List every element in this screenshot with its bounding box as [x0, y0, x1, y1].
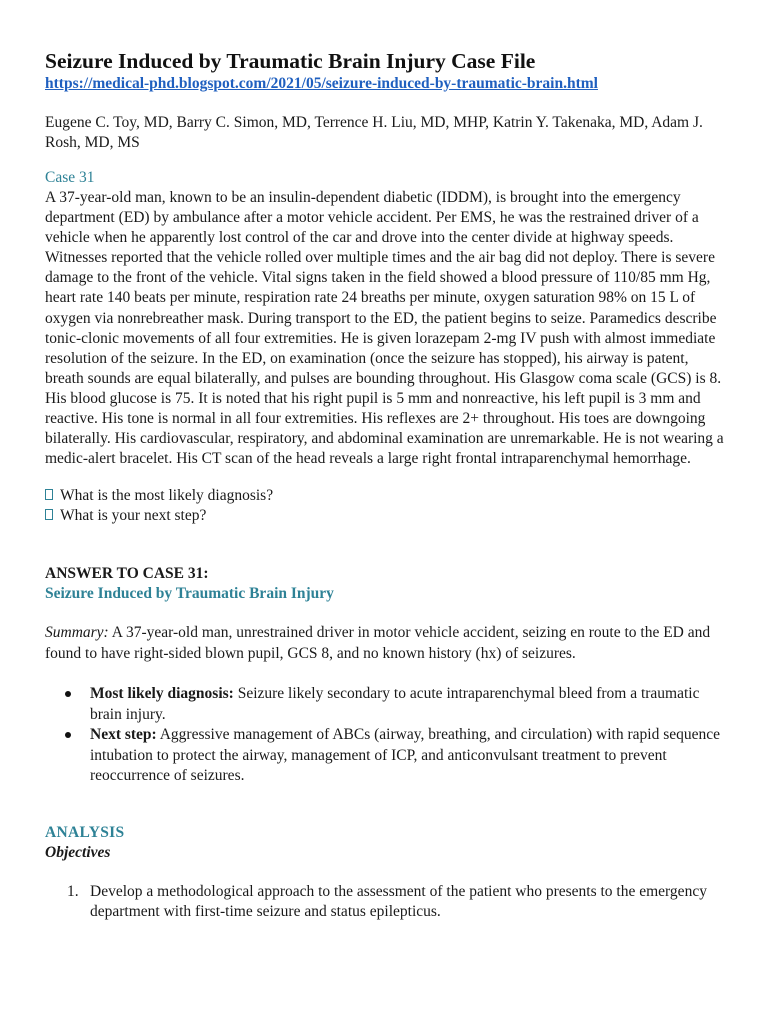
- objectives-heading: Objectives: [45, 843, 111, 861]
- bullet-text: Aggressive management of ABCs (airway, breathing, and circulation) with rapid sequence intubation to protect the airway, management of ICP, and anticonvulsant treatment to prevent reoccurrence of seizures.: [90, 726, 721, 785]
- summary-text: A 37-year-old man, unrestrained driver in motor vehicle accident, seizing en route to the ED and found to have right-sided blown pupil, GCS 8, and no known history (hx) of seizures.: [45, 624, 711, 662]
- analysis-heading: ANALYSIS: [45, 823, 125, 841]
- checkbox-glyph-icon: [45, 509, 53, 520]
- case-label: Case 31: [45, 169, 95, 186]
- question-text: What is your next step?: [60, 507, 207, 525]
- question-item: [45, 486, 725, 506]
- objective-text: Develop a methodological approach to the assessment of the patient who presents to the emergency department with first-time seizure and status epilepticus.: [90, 882, 707, 921]
- summary-paragraph: [45, 623, 725, 664]
- source-link[interactable]: https://medical-phd.blogspot.com/2021/05/seizure-induced-by-traumatic-brain.html: [45, 75, 598, 92]
- objectives-list: [45, 882, 725, 923]
- bullet-label: Next step:: [90, 726, 157, 744]
- list-item: [45, 684, 725, 725]
- question-text: What is the most likely diagnosis?: [60, 487, 274, 505]
- question-list: [45, 486, 725, 526]
- document-title: Seizure Induced by Traumatic Brain Injury Case File: [45, 49, 536, 73]
- document-page: [45, 48, 725, 923]
- objective-number: 1.: [67, 882, 79, 900]
- answer-heading: ANSWER TO CASE 31:: [45, 565, 209, 583]
- bullet-text: Seizure likely secondary to acute intraparenchymal bleed from a traumatic brain injury.: [90, 685, 700, 723]
- case-description: A 37-year-old man, known to be an insulin-dependent diabetic (IDDM), is brought into the emergency department (ED) by ambulance after a motor vehicle accident. Per EMS, he was the restrained driver of a vehicle when he apparently lost control of the car and drove into the center divide at highway speeds. Witnesses reported that the vehicle rolled over multiple times and the air bag did not deploy. There is severe damage to the front of the vehicle. Vital signs taken in the field showed a blood pressure of 110/85 mm Hg, heart rate 140 beats per minute, respiration rate 24 breaths per minute, oxygen saturation 98% on 15 L of oxygen via nonrebreather mask. During transport to the ED, the patient begins to seize. Paramedics describe tonic-clonic movements of all four extremities. He is given lorazepam 2-mg IV push with almost immediate resolution of the seizure. In the ED, on examination (once the seizure has stopped), his airway is patent, breath sounds are equal bilaterally, and pulses are bounding throughout. His Glasgow coma scale (GCS) is 8. His blood glucose is 75. It is noted that his right pupil is 5 mm and nonreactive, his left pupil is 3 mm and reactive. His tone is normal in all four extremities. His reflexes are 2+ throughout. His toes are downgoing bilaterally. His cardiovascular, respiratory, and abdominal examination are unremarkable. He is not wearing a medic-alert bracelet. His CT scan of the head reveals a large right frontal intraparenchymal hemorrhage.: [45, 189, 724, 468]
- bullet-icon: [65, 691, 71, 697]
- answer-subheading: Seizure Induced by Traumatic Brain Injury: [45, 585, 334, 603]
- bullet-label: Most likely diagnosis:: [90, 685, 234, 703]
- answer-bullet-list: [45, 684, 725, 787]
- bullet-icon: [65, 732, 71, 738]
- authors-line: Eugene C. Toy, MD, Barry C. Simon, MD, Terrence H. Liu, MD, MHP, Katrin Y. Takenaka, MD, Adam J. Rosh, MD, MS: [45, 114, 703, 151]
- question-item: [45, 506, 725, 526]
- checkbox-glyph-icon: [45, 489, 53, 500]
- list-item: [45, 882, 725, 923]
- summary-label: Summary:: [45, 624, 109, 642]
- list-item: [45, 725, 725, 787]
